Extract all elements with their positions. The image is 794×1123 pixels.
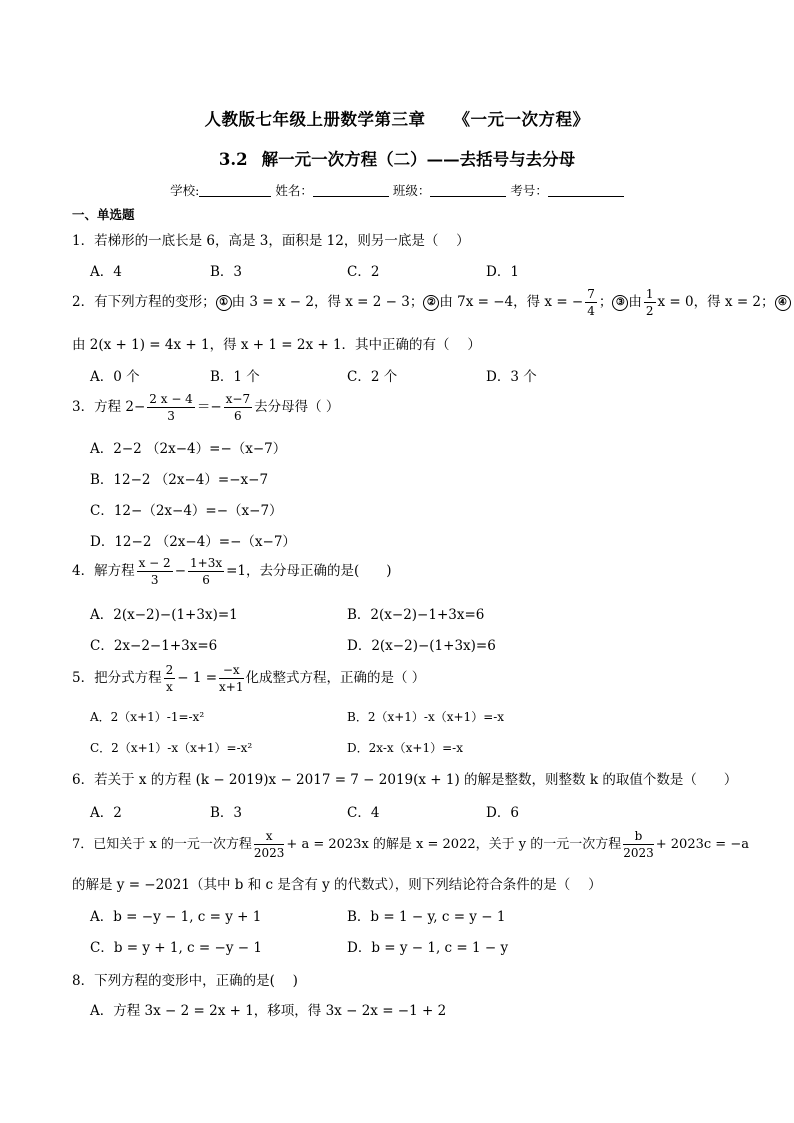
- class-blank: [430, 184, 506, 197]
- subtitle-number: 3.2: [218, 150, 248, 169]
- question-2-option-b: B．1 个: [210, 369, 260, 385]
- question-4-option-b: B．2(x−2)−1+3x=6: [347, 607, 485, 623]
- question-5-stem: 5．把分式方程 $\frac{2}{x}$ − 1 = $\frac{-x}{x+1}$ 化成整式方程，正确的是（ ）: [72, 663, 426, 694]
- question-4-option-d: D．2(x−2)−(1+3x)=6: [347, 638, 496, 654]
- question-6-option-a: A．2: [90, 805, 122, 821]
- student-info-line: [0, 181, 794, 199]
- question-3-stem: 3．方程 2− $\frac{2 x - 4}{3}$ ＝− $\frac{x-7}{6}$ 去分母得（ ）: [72, 392, 340, 423]
- name-label: 姓名：: [275, 183, 313, 198]
- q2-step-2: 由 7x = −4，得 x = −: [439, 294, 584, 310]
- question-3-option-a: A．2−2 （2x−4）=−（x−7）: [90, 441, 287, 457]
- question-1-stem: 1．若梯形的一底长是 6，高是 3，面积是 12，则另一底是（ ）: [72, 233, 470, 249]
- question-4-stem: 4．解方程 $\frac{x - 2}{3}$ − $\frac{1+3x}{6}$ =1，去分母正确的是( ): [72, 556, 392, 587]
- question-5-option-d: D．2x-x（x+1）=-x: [347, 741, 463, 755]
- name-blank: [313, 184, 389, 197]
- question-5-option-b: B．2（x+1）-x（x+1）=-x: [347, 710, 505, 724]
- question-8-option-a: A．方程 3x − 2 = 2x + 1，移项，得 3x − 2x = −1 + 2: [90, 1003, 447, 1019]
- question-6-option-d: D．6: [486, 805, 519, 821]
- question-4-option-a: A．2(x−2)−(1+3x)=1: [90, 607, 238, 623]
- question-5-option-a: A．2（x+1）-1=-x²: [90, 710, 205, 724]
- q2-step-3: 由: [628, 294, 642, 310]
- q2-step-1: 由 3 = x − 2，得 x = 2 − 3；: [231, 294, 424, 310]
- q5-fraction-1: $\frac{2}{x}$: [165, 663, 174, 694]
- school-blank: [199, 184, 271, 197]
- worksheet-title: [0, 106, 794, 130]
- question-1-option-b: B．3: [210, 264, 243, 280]
- q2-fraction-2: $\frac{1}{2}$: [645, 287, 654, 318]
- question-1-option-a: A．4: [90, 264, 122, 280]
- question-2-option-d: D．3 个: [486, 369, 537, 385]
- question-6-option-c: C．4: [347, 805, 380, 821]
- question-7-option-d: D．b = y − 1, c = 1 − y: [347, 940, 509, 956]
- question-6-option-b: B．3: [210, 805, 243, 821]
- question-5-option-c: C．2（x+1）-x（x+1）=-x²: [90, 741, 253, 755]
- circled-4: ④: [775, 295, 791, 311]
- q7-fraction-2: $\frac{b}{2023}$: [623, 829, 654, 860]
- title-left: 人教版七年级上册数学第三章: [204, 110, 426, 129]
- circled-2: ②: [423, 295, 439, 311]
- q2-intro: 2．有下列方程的变形；: [72, 294, 216, 310]
- question-2-option-c: C．2 个: [347, 369, 398, 385]
- q5-fraction-2: $\frac{-x}{x+1}$: [219, 663, 244, 694]
- question-8-stem: 8．下列方程的变形中，正确的是( ): [72, 973, 298, 989]
- question-7-option-a: A．b = −y − 1, c = y + 1: [90, 909, 262, 925]
- title-right: 《一元一次方程》: [453, 110, 590, 129]
- class-label: 班级：: [392, 183, 431, 198]
- question-4-option-c: C．2x−2−1+3x=6: [90, 638, 218, 654]
- q7-fraction-1: $\frac{x}{2023}$: [253, 829, 285, 860]
- question-7-option-b: B．b = 1 − y, c = y − 1: [347, 909, 506, 925]
- circled-1: ①: [216, 295, 232, 311]
- subtitle-text: 解一元一次方程（二）——去括号与去分母: [261, 150, 576, 169]
- question-1-option-d: D．1: [486, 264, 519, 280]
- school-label: 学校:: [170, 183, 200, 198]
- q4-fraction-2: $\frac{1+3x}{6}$: [190, 556, 223, 587]
- exam-number-blank: [548, 184, 624, 197]
- question-2-stem: 2．有下列方程的变形； ① 由 3 = x − 2，得 x = 2 − 3； ② 由 7x = −4，得 x = − $\frac{7}{4}$ ； ③ 由 $\frac{1}{2}$ x = 0，得 x = 2； ④: [72, 288, 732, 317]
- question-2-stem-line2: 由 2(x + 1) = 4x + 1，得 x + 1 = 2x + 1．其中正确的有（ ）: [72, 337, 481, 353]
- question-3-option-c: C．12−（2x−4）=−（x−7）: [90, 503, 283, 519]
- question-7-stem-line2: 的解是 y = −2021（其中 b 和 c 是含有 y 的代数式），则下列结论符合条件的是（ ）: [72, 877, 602, 893]
- question-3-option-d: D．12−2 （2x−4）=−（x−7）: [90, 534, 296, 550]
- question-3-option-b: B．12−2 （2x−4）=−x−7: [90, 472, 269, 488]
- q4-fraction-1: $\frac{x - 2}{3}$: [138, 556, 171, 587]
- section-heading: 一、单选题: [72, 207, 135, 222]
- q3-fraction-2: $\frac{x-7}{6}$: [225, 392, 251, 423]
- circled-3: ③: [612, 295, 628, 311]
- question-6-stem: 6．若关于 x 的方程 (k − 2019)x − 2017 = 7 − 2019(x + 1) 的解是整数，则整数 k 的取值个数是（ ）: [72, 772, 738, 788]
- exam-number-label: 考号：: [510, 183, 548, 198]
- worksheet-subtitle: [0, 146, 794, 170]
- question-7-stem: 7．已知关于 x 的一元一次方程 $\frac{x}{2023}$ + a = 2023x 的解是 x = 2022，关于 y 的一元一次方程 $\frac{b}{2023}$ + 2023c = −a: [72, 829, 749, 860]
- question-2-option-a: A．0 个: [90, 369, 140, 385]
- question-1-option-c: C．2: [347, 264, 380, 280]
- q2-fraction-1: $\frac{7}{4}$: [587, 287, 595, 318]
- q3-fraction-1: $\frac{2 x - 4}{3}$: [149, 392, 193, 423]
- question-7-option-c: C．b = y + 1, c = −y − 1: [90, 940, 262, 956]
